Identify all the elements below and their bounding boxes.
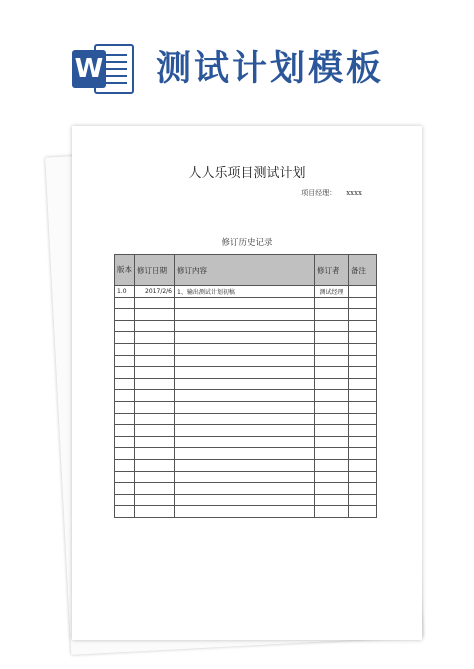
cell-date: 2017/2/6 [135, 286, 175, 298]
table-cell-empty [315, 413, 349, 425]
table-cell-empty [115, 436, 135, 448]
table-cell-empty [115, 471, 135, 483]
col-header-author: 修订者 [315, 255, 349, 286]
table-cell-empty [135, 471, 175, 483]
cell-version: 1.0 [115, 286, 135, 298]
table-cell-empty [349, 483, 377, 495]
table-row-empty [115, 367, 377, 379]
table-cell-empty [115, 309, 135, 321]
table-cell-empty [115, 355, 135, 367]
table-cell-empty [175, 506, 315, 518]
table-cell-empty [135, 367, 175, 379]
table-cell-empty [349, 309, 377, 321]
table-cell-empty [315, 297, 349, 309]
table-cell-empty [115, 401, 135, 413]
table-cell-empty [315, 343, 349, 355]
table-row-empty [115, 506, 377, 518]
table-cell-empty [315, 401, 349, 413]
table-cell-empty [349, 390, 377, 402]
table-cell-empty [175, 425, 315, 437]
table-row-empty [115, 390, 377, 402]
table-cell-empty [349, 367, 377, 379]
table-cell-empty [349, 401, 377, 413]
table-cell-empty [315, 483, 349, 495]
table-cell-empty [349, 378, 377, 390]
cell-content: 1、输出测试计划初稿 [175, 286, 315, 298]
table-cell-empty [115, 378, 135, 390]
page-title: 测试计划模板 [156, 49, 385, 89]
table-row-empty [115, 297, 377, 309]
table-cell-empty [175, 471, 315, 483]
table-cell-empty [315, 320, 349, 332]
table-cell-empty [115, 425, 135, 437]
col-header-content: 修订内容 [175, 255, 315, 286]
header-banner [0, 0, 474, 125]
col-header-notes: 备注 [349, 255, 377, 286]
table-cell-empty [315, 436, 349, 448]
table-cell-empty [115, 343, 135, 355]
table-cell-empty [349, 494, 377, 506]
table-cell-empty [175, 320, 315, 332]
table-cell-empty [115, 459, 135, 471]
table-cell-empty [349, 297, 377, 309]
table-cell-empty [115, 483, 135, 495]
table-cell-empty [315, 448, 349, 460]
table-cell-empty [349, 448, 377, 460]
document-title: 人人乐项目测试计划 [188, 166, 306, 181]
table-cell-empty [349, 506, 377, 518]
table-row-empty [115, 332, 377, 344]
table-cell-empty [315, 494, 349, 506]
table-cell-empty [349, 320, 377, 332]
table-cell-empty [115, 390, 135, 402]
table-row-empty [115, 494, 377, 506]
table-cell-empty [175, 309, 315, 321]
table-row-empty [115, 413, 377, 425]
word-icon [72, 42, 136, 96]
col-header-version: 版本 [115, 255, 135, 286]
table-cell-empty [315, 506, 349, 518]
pm-value: xxxx [346, 189, 362, 197]
table-cell-empty [175, 459, 315, 471]
table-row-empty [115, 436, 377, 448]
table-cell-empty [315, 459, 349, 471]
table-cell-empty [349, 471, 377, 483]
table-cell-empty [349, 459, 377, 471]
table-cell-empty [115, 320, 135, 332]
table-cell-empty [349, 332, 377, 344]
table-cell-empty [315, 471, 349, 483]
table-cell-empty [349, 355, 377, 367]
table-cell-empty [115, 297, 135, 309]
table-row-empty [115, 343, 377, 355]
table-cell-empty [135, 309, 175, 321]
table-cell-empty [135, 332, 175, 344]
table-cell-empty [135, 413, 175, 425]
table-cell-empty [315, 332, 349, 344]
table-cell-empty [175, 332, 315, 344]
table-cell-empty [175, 494, 315, 506]
table-cell-empty [315, 390, 349, 402]
table-cell-empty [135, 297, 175, 309]
table-cell-empty [175, 401, 315, 413]
table-cell-empty [135, 494, 175, 506]
table-cell-empty [175, 448, 315, 460]
cell-author: 测试经理 [315, 286, 349, 298]
table-row [115, 286, 377, 298]
table-row-empty [115, 483, 377, 495]
table-cell-empty [135, 355, 175, 367]
table-row-empty [115, 355, 377, 367]
col-header-date: 修订日期 [135, 255, 175, 286]
table-cell-empty [135, 506, 175, 518]
table-row-empty [115, 401, 377, 413]
table-cell-empty [315, 378, 349, 390]
table-row-empty [115, 320, 377, 332]
table-cell-empty [135, 320, 175, 332]
table-cell-empty [175, 413, 315, 425]
table-cell-empty [315, 367, 349, 379]
table-cell-empty [315, 425, 349, 437]
table-cell-empty [135, 390, 175, 402]
revision-history-title: 修订历史记录 [221, 238, 273, 248]
table-cell-empty [175, 367, 315, 379]
table-cell-empty [135, 459, 175, 471]
table-row-empty [115, 471, 377, 483]
table-cell-empty [175, 390, 315, 402]
project-manager-line [301, 188, 362, 198]
table-cell-empty [349, 413, 377, 425]
table-cell-empty [349, 425, 377, 437]
table-cell-empty [315, 309, 349, 321]
table-cell-empty [135, 425, 175, 437]
table-cell-empty [115, 332, 135, 344]
table-cell-empty [349, 436, 377, 448]
table-cell-empty [115, 367, 135, 379]
word-letter: W [72, 50, 106, 88]
table-cell-empty [175, 436, 315, 448]
cell-notes [349, 286, 377, 298]
table-row-empty [115, 459, 377, 471]
table-cell-empty [349, 343, 377, 355]
table-cell-empty [175, 355, 315, 367]
table-cell-empty [175, 297, 315, 309]
table-row-empty [115, 425, 377, 437]
table-row-empty [115, 309, 377, 321]
table-cell-empty [115, 448, 135, 460]
table-cell-empty [115, 506, 135, 518]
table-cell-empty [315, 355, 349, 367]
document-page [72, 126, 422, 640]
revision-table [114, 254, 377, 518]
table-cell-empty [115, 413, 135, 425]
table-cell-empty [135, 436, 175, 448]
table-cell-empty [135, 483, 175, 495]
table-cell-empty [135, 401, 175, 413]
table-cell-empty [115, 494, 135, 506]
pm-label: 项目经理： [301, 189, 337, 197]
table-cell-empty [135, 448, 175, 460]
table-cell-empty [175, 483, 315, 495]
table-cell-empty [175, 378, 315, 390]
table-cell-empty [175, 343, 315, 355]
table-header-row [115, 255, 377, 286]
table-row-empty [115, 378, 377, 390]
table-cell-empty [135, 343, 175, 355]
table-cell-empty [135, 378, 175, 390]
table-row-empty [115, 448, 377, 460]
